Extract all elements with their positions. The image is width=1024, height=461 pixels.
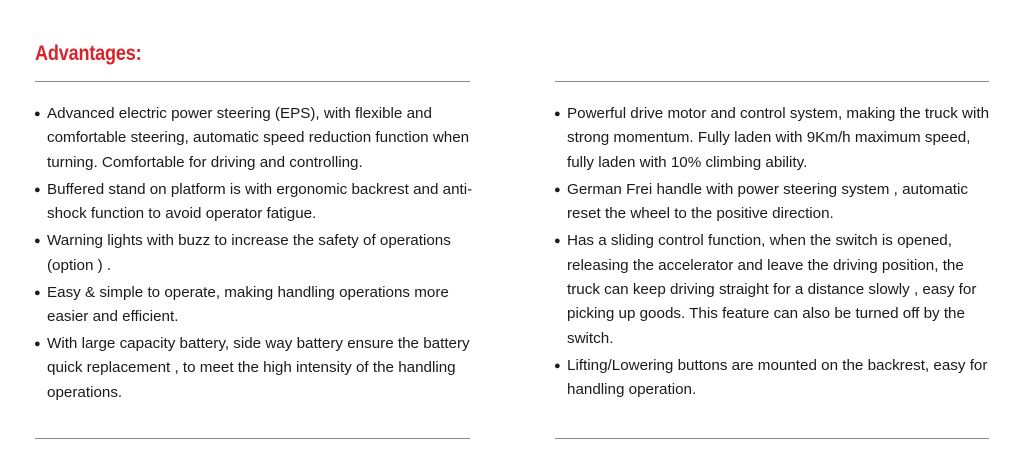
- list-item: [34, 229, 474, 278]
- left-top-divider: [35, 81, 470, 82]
- bullet-icon: ●: [34, 286, 41, 299]
- left-advantages-list: [34, 102, 474, 408]
- list-item-text: Buffered stand on platform is with ergonomic backrest and anti-shock function to avoid operator fatigue.: [47, 180, 473, 223]
- list-item-text: With large capacity battery, side way battery ensure the battery quick replacement , to meet the high intensity of the handling operations.: [47, 335, 470, 401]
- list-item-text: Easy & simple to operate, making handling operations more easier and efficient.: [47, 283, 449, 326]
- bullet-icon: ●: [34, 108, 41, 120]
- bullet-icon: ●: [554, 359, 561, 372]
- bullet-icon: ●: [554, 235, 561, 248]
- right-advantages-list: [554, 102, 994, 405]
- list-item-text: German Frei handle with power steering system , automatic reset the wheel to the positive direction.: [567, 180, 968, 223]
- list-item-text: Lifting/Lowering buttons are mounted on the backrest, easy for handling operation.: [567, 356, 988, 399]
- list-item: [554, 178, 994, 227]
- right-top-divider: [555, 81, 989, 82]
- list-item-text: Advanced electric power steering (EPS), with flexible and comfortable steering, automatic speed reduction function when turning. Comfortable for driving and controlling.: [47, 105, 470, 171]
- advantages-heading: Advantages:: [35, 42, 142, 65]
- bullet-icon: ●: [34, 235, 41, 248]
- list-item-text: Warning lights with buzz to increase the safety of operations (option ) .: [47, 232, 451, 274]
- list-item: [34, 281, 474, 330]
- bullet-icon: ●: [34, 338, 41, 351]
- list-item: [554, 229, 994, 351]
- list-item-text: Powerful drive motor and control system, making the truck with strong momentum. Fully laden with 9Km/h maximum speed, fully laden with 10% climbing ability.: [567, 105, 990, 171]
- list-item: [34, 102, 474, 175]
- bullet-icon: ●: [554, 108, 561, 120]
- left-bottom-divider: [35, 438, 470, 439]
- list-item: [34, 178, 474, 227]
- list-item: [34, 332, 474, 405]
- list-item: [554, 102, 994, 175]
- list-item-text: Has a sliding control function, when the switch is opened, releasing the accelerator and leave the driving position, the truck can keep driving straight for a distance slowly , easy for picking up goods. This feature can also be turned off by the switch.: [567, 232, 977, 347]
- bullet-icon: ●: [34, 183, 41, 196]
- bullet-icon: ●: [554, 183, 561, 196]
- right-bottom-divider: [555, 438, 989, 439]
- list-item: [554, 354, 994, 403]
